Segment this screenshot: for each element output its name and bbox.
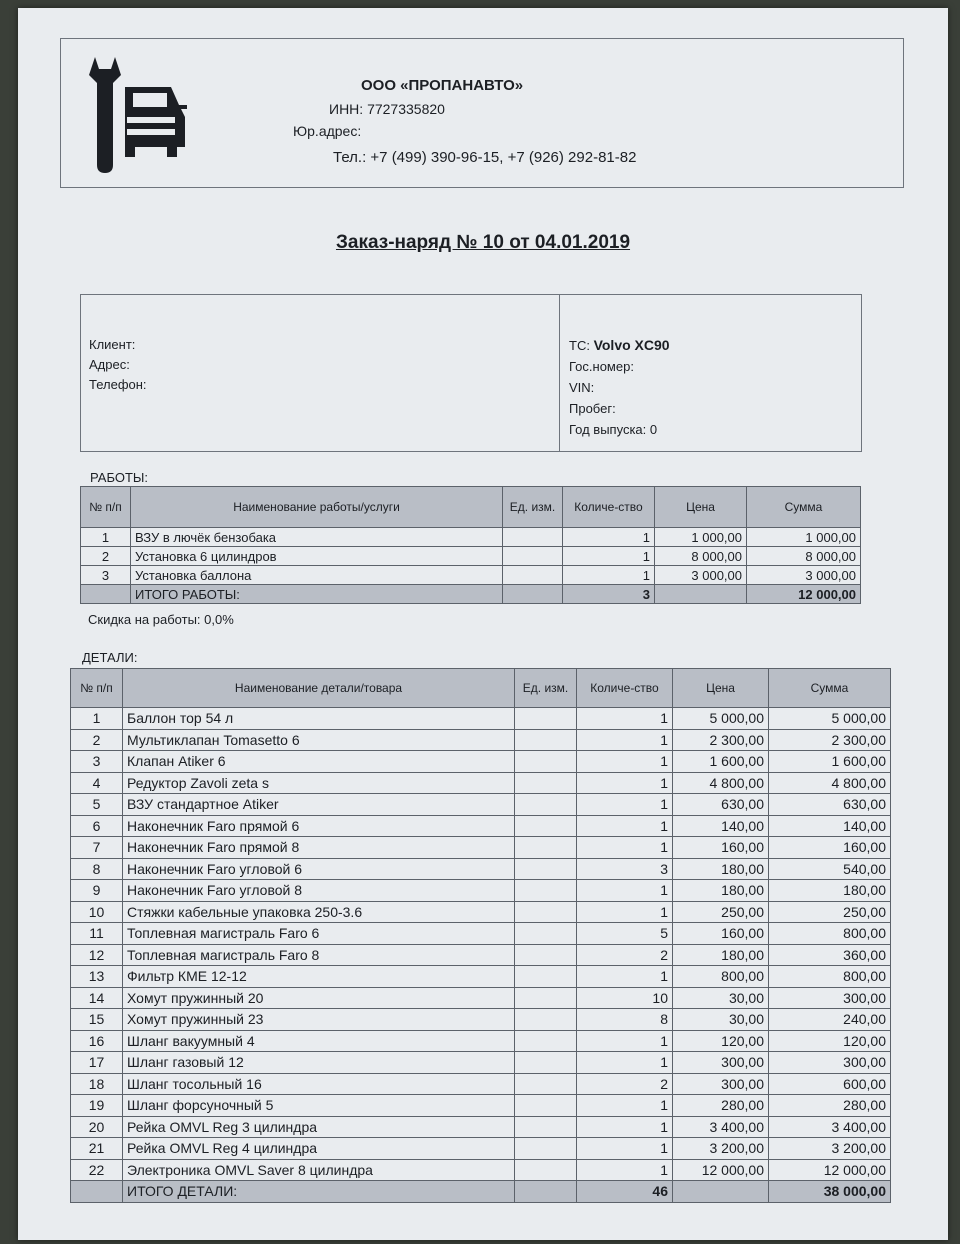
row-number: 21 bbox=[71, 1138, 123, 1160]
table-row bbox=[81, 528, 861, 547]
row-price: 8 000,00 bbox=[655, 547, 747, 566]
vehicle-year-label: Год выпуска: bbox=[569, 422, 647, 437]
row-unit bbox=[515, 1116, 577, 1138]
row-sum: 800,00 bbox=[769, 923, 891, 945]
parts-col-number: № п/п bbox=[71, 669, 123, 708]
row-qty: 1 bbox=[563, 528, 655, 547]
row-number: 16 bbox=[71, 1030, 123, 1052]
row-price: 5 000,00 bbox=[673, 708, 769, 730]
works-col-sum: Сумма bbox=[747, 487, 861, 528]
row-sum: 300,00 bbox=[769, 1052, 891, 1074]
total-spacer bbox=[71, 1181, 123, 1203]
table-row bbox=[71, 1030, 891, 1052]
row-unit bbox=[503, 566, 563, 585]
row-sum: 1 000,00 bbox=[747, 528, 861, 547]
total-label: ИТОГО ДЕТАЛИ: bbox=[123, 1181, 515, 1203]
row-price: 30,00 bbox=[673, 1009, 769, 1031]
row-number: 5 bbox=[71, 794, 123, 816]
client-info bbox=[89, 335, 147, 395]
row-qty: 1 bbox=[577, 1095, 673, 1117]
row-qty: 1 bbox=[577, 1138, 673, 1160]
document-page bbox=[18, 8, 948, 1240]
vehicle-plate-label: Гос.номер: bbox=[569, 359, 634, 374]
table-row bbox=[71, 729, 891, 751]
row-name: Мультиклапан Tomasetto 6 bbox=[123, 729, 515, 751]
row-qty: 2 bbox=[577, 1073, 673, 1095]
row-qty: 10 bbox=[577, 987, 673, 1009]
row-unit bbox=[515, 966, 577, 988]
row-name: Наконечник Faro прямой 8 bbox=[123, 837, 515, 859]
row-number: 4 bbox=[71, 772, 123, 794]
total-sum: 12 000,00 bbox=[747, 585, 861, 604]
parts-col-unit: Ед. изм. bbox=[515, 669, 577, 708]
row-unit bbox=[515, 901, 577, 923]
row-number: 15 bbox=[71, 1009, 123, 1031]
row-price: 3 400,00 bbox=[673, 1116, 769, 1138]
row-sum: 180,00 bbox=[769, 880, 891, 902]
row-price: 120,00 bbox=[673, 1030, 769, 1052]
works-header-row bbox=[81, 487, 861, 528]
total-label: ИТОГО РАБОТЫ: bbox=[131, 585, 503, 604]
row-number: 20 bbox=[71, 1116, 123, 1138]
car-wrench-logo-icon bbox=[75, 47, 195, 177]
row-number: 22 bbox=[71, 1159, 123, 1181]
row-price: 180,00 bbox=[673, 944, 769, 966]
row-name: Фильтр КМЕ 12-12 bbox=[123, 966, 515, 988]
company-address-label: Юр.адрес: bbox=[293, 123, 362, 139]
row-name: Наконечник Faro прямой 6 bbox=[123, 815, 515, 837]
works-col-number: № п/п bbox=[81, 487, 131, 528]
table-row bbox=[71, 880, 891, 902]
total-unit bbox=[503, 585, 563, 604]
row-name: Шланг тосольный 16 bbox=[123, 1073, 515, 1095]
row-unit bbox=[515, 729, 577, 751]
row-unit bbox=[515, 772, 577, 794]
row-number: 8 bbox=[71, 858, 123, 880]
table-row bbox=[71, 1116, 891, 1138]
row-name: Шланг газовый 12 bbox=[123, 1052, 515, 1074]
table-row bbox=[71, 1159, 891, 1181]
row-sum: 280,00 bbox=[769, 1095, 891, 1117]
row-sum: 5 000,00 bbox=[769, 708, 891, 730]
total-sum: 38 000,00 bbox=[769, 1181, 891, 1203]
row-number: 3 bbox=[71, 751, 123, 773]
total-price bbox=[655, 585, 747, 604]
row-name: Хомут пружинный 23 bbox=[123, 1009, 515, 1031]
row-name: Шланг форсуночный 5 bbox=[123, 1095, 515, 1117]
table-row bbox=[71, 1073, 891, 1095]
row-number: 17 bbox=[71, 1052, 123, 1074]
row-price: 300,00 bbox=[673, 1073, 769, 1095]
parts-table bbox=[70, 668, 891, 1203]
works-col-price: Цена bbox=[655, 487, 747, 528]
divider bbox=[559, 295, 560, 451]
works-discount: Скидка на работы: 0,0% bbox=[88, 612, 234, 627]
row-number: 18 bbox=[71, 1073, 123, 1095]
row-qty: 2 bbox=[577, 944, 673, 966]
row-number: 2 bbox=[71, 729, 123, 751]
row-name: Баллон тор 54 л bbox=[123, 708, 515, 730]
total-qty: 46 bbox=[577, 1181, 673, 1203]
row-price: 2 300,00 bbox=[673, 729, 769, 751]
row-price: 250,00 bbox=[673, 901, 769, 923]
row-qty: 1 bbox=[577, 837, 673, 859]
table-row bbox=[71, 987, 891, 1009]
row-number: 19 bbox=[71, 1095, 123, 1117]
row-unit bbox=[515, 1095, 577, 1117]
row-name: Наконечник Faro угловой 8 bbox=[123, 880, 515, 902]
row-qty: 1 bbox=[563, 547, 655, 566]
company-phone: Тел.: +7 (499) 390-96-15, +7 (926) 292-81-82 bbox=[333, 149, 637, 166]
row-price: 800,00 bbox=[673, 966, 769, 988]
row-qty: 1 bbox=[563, 566, 655, 585]
row-qty: 1 bbox=[577, 1030, 673, 1052]
row-price: 630,00 bbox=[673, 794, 769, 816]
row-price: 1 600,00 bbox=[673, 751, 769, 773]
parts-section-label: ДЕТАЛИ: bbox=[82, 650, 138, 665]
table-row bbox=[71, 901, 891, 923]
row-qty: 1 bbox=[577, 1052, 673, 1074]
parts-col-name: Наименование детали/товара bbox=[123, 669, 515, 708]
row-sum: 600,00 bbox=[769, 1073, 891, 1095]
row-number: 3 bbox=[81, 566, 131, 585]
row-name: ВЗУ в лючёк бензобака bbox=[131, 528, 503, 547]
company-header bbox=[60, 38, 904, 188]
row-sum: 360,00 bbox=[769, 944, 891, 966]
row-name: Стяжки кабельные упаковка 250-3.6 bbox=[123, 901, 515, 923]
row-unit bbox=[503, 547, 563, 566]
row-price: 140,00 bbox=[673, 815, 769, 837]
row-unit bbox=[515, 1030, 577, 1052]
row-qty: 1 bbox=[577, 880, 673, 902]
table-row bbox=[71, 923, 891, 945]
row-price: 12 000,00 bbox=[673, 1159, 769, 1181]
row-sum: 3 000,00 bbox=[747, 566, 861, 585]
vehicle-info bbox=[569, 335, 670, 440]
row-price: 160,00 bbox=[673, 837, 769, 859]
row-price: 280,00 bbox=[673, 1095, 769, 1117]
total-price bbox=[673, 1181, 769, 1203]
row-qty: 1 bbox=[577, 1116, 673, 1138]
row-name: ВЗУ стандартное Atiker bbox=[123, 794, 515, 816]
row-qty: 5 bbox=[577, 923, 673, 945]
row-name: Редуктор Zavoli zeta s bbox=[123, 772, 515, 794]
row-unit bbox=[515, 751, 577, 773]
table-row bbox=[71, 1009, 891, 1031]
vehicle-mileage-label: Пробег: bbox=[569, 401, 616, 416]
table-row bbox=[81, 566, 861, 585]
row-unit bbox=[515, 794, 577, 816]
row-number: 6 bbox=[71, 815, 123, 837]
table-row bbox=[71, 1138, 891, 1160]
row-sum: 140,00 bbox=[769, 815, 891, 837]
table-row bbox=[71, 815, 891, 837]
page-title: Заказ-наряд № 10 от 04.01.2019 bbox=[335, 232, 631, 253]
client-phone-label: Телефон: bbox=[89, 377, 147, 392]
works-section-label: РАБОТЫ: bbox=[90, 470, 149, 485]
row-price: 30,00 bbox=[673, 987, 769, 1009]
row-unit bbox=[515, 1009, 577, 1031]
row-name: Топлевная магистраль Faro 8 bbox=[123, 944, 515, 966]
row-unit bbox=[515, 880, 577, 902]
row-number: 2 bbox=[81, 547, 131, 566]
parts-col-sum: Сумма bbox=[769, 669, 891, 708]
row-qty: 8 bbox=[577, 1009, 673, 1031]
row-unit bbox=[515, 708, 577, 730]
table-row bbox=[71, 966, 891, 988]
row-sum: 250,00 bbox=[769, 901, 891, 923]
row-unit bbox=[515, 858, 577, 880]
table-row bbox=[71, 708, 891, 730]
row-sum: 8 000,00 bbox=[747, 547, 861, 566]
total-row bbox=[81, 585, 861, 604]
row-unit bbox=[515, 1052, 577, 1074]
row-price: 300,00 bbox=[673, 1052, 769, 1074]
table-row bbox=[71, 1095, 891, 1117]
row-unit bbox=[515, 923, 577, 945]
vehicle-year-value: 0 bbox=[649, 422, 658, 437]
row-sum: 4 800,00 bbox=[769, 772, 891, 794]
works-col-qty: Количе-ство bbox=[563, 487, 655, 528]
parts-header-row bbox=[71, 669, 891, 708]
row-unit bbox=[515, 1138, 577, 1160]
row-sum: 300,00 bbox=[769, 987, 891, 1009]
row-sum: 240,00 bbox=[769, 1009, 891, 1031]
client-vehicle-box bbox=[80, 294, 862, 452]
row-qty: 3 bbox=[577, 858, 673, 880]
row-price: 1 000,00 bbox=[655, 528, 747, 547]
row-qty: 1 bbox=[577, 772, 673, 794]
row-name: Установка 6 цилиндров bbox=[131, 547, 503, 566]
total-row bbox=[71, 1181, 891, 1203]
row-qty: 1 bbox=[577, 729, 673, 751]
company-name: ООО «ПРОПАНАВТО» bbox=[361, 77, 524, 94]
vehicle-year bbox=[569, 419, 670, 440]
table-row bbox=[71, 772, 891, 794]
table-row bbox=[71, 1052, 891, 1074]
parts-col-price: Цена bbox=[673, 669, 769, 708]
row-price: 3 200,00 bbox=[673, 1138, 769, 1160]
row-name: Шланг вакуумный 4 bbox=[123, 1030, 515, 1052]
row-unit bbox=[503, 528, 563, 547]
table-row bbox=[71, 944, 891, 966]
row-name: Наконечник Faro угловой 6 bbox=[123, 858, 515, 880]
row-sum: 800,00 bbox=[769, 966, 891, 988]
row-number: 14 bbox=[71, 987, 123, 1009]
client-address-label: Адрес: bbox=[89, 357, 130, 372]
row-qty: 1 bbox=[577, 708, 673, 730]
row-qty: 1 bbox=[577, 901, 673, 923]
vehicle-tc-label: ТС: bbox=[569, 338, 590, 353]
total-qty: 3 bbox=[563, 585, 655, 604]
row-price: 3 000,00 bbox=[655, 566, 747, 585]
row-unit bbox=[515, 1073, 577, 1095]
row-sum: 1 600,00 bbox=[769, 751, 891, 773]
row-name: Топлевная магистраль Faro 6 bbox=[123, 923, 515, 945]
row-sum: 3 200,00 bbox=[769, 1138, 891, 1160]
row-sum: 2 300,00 bbox=[769, 729, 891, 751]
row-price: 4 800,00 bbox=[673, 772, 769, 794]
row-name: Установка баллона bbox=[131, 566, 503, 585]
row-number: 1 bbox=[71, 708, 123, 730]
row-name: Рейка OMVL Reg 4 цилиндра bbox=[123, 1138, 515, 1160]
row-qty: 1 bbox=[577, 794, 673, 816]
row-price: 180,00 bbox=[673, 880, 769, 902]
row-name: Клапан Atiker 6 bbox=[123, 751, 515, 773]
row-qty: 1 bbox=[577, 751, 673, 773]
row-number: 10 bbox=[71, 901, 123, 923]
table-row bbox=[71, 837, 891, 859]
row-unit bbox=[515, 837, 577, 859]
row-number: 7 bbox=[71, 837, 123, 859]
row-name: Хомут пружинный 20 bbox=[123, 987, 515, 1009]
row-price: 180,00 bbox=[673, 858, 769, 880]
row-sum: 12 000,00 bbox=[769, 1159, 891, 1181]
row-unit bbox=[515, 944, 577, 966]
row-number: 13 bbox=[71, 966, 123, 988]
works-col-name: Наименование работы/услуги bbox=[131, 487, 503, 528]
company-inn: ИНН: 7727335820 bbox=[329, 101, 445, 117]
row-qty: 1 bbox=[577, 815, 673, 837]
row-number: 11 bbox=[71, 923, 123, 945]
table-row bbox=[71, 794, 891, 816]
client-label: Клиент: bbox=[89, 337, 136, 352]
row-name: Электроника OMVL Saver 8 цилиндра bbox=[123, 1159, 515, 1181]
row-qty: 1 bbox=[577, 966, 673, 988]
row-name: Рейка OMVL Reg 3 цилиндра bbox=[123, 1116, 515, 1138]
total-unit bbox=[515, 1181, 577, 1203]
parts-col-qty: Количе-ство bbox=[577, 669, 673, 708]
table-row bbox=[81, 547, 861, 566]
row-number: 1 bbox=[81, 528, 131, 547]
row-qty: 1 bbox=[577, 1159, 673, 1181]
row-unit bbox=[515, 1159, 577, 1181]
row-number: 12 bbox=[71, 944, 123, 966]
total-spacer bbox=[81, 585, 131, 604]
works-col-unit: Ед. изм. bbox=[503, 487, 563, 528]
row-price: 160,00 bbox=[673, 923, 769, 945]
row-sum: 3 400,00 bbox=[769, 1116, 891, 1138]
row-sum: 540,00 bbox=[769, 858, 891, 880]
table-row bbox=[71, 858, 891, 880]
vehicle-vin-label: VIN: bbox=[569, 380, 595, 395]
table-row bbox=[71, 751, 891, 773]
row-sum: 120,00 bbox=[769, 1030, 891, 1052]
works-table bbox=[80, 486, 861, 604]
row-unit bbox=[515, 987, 577, 1009]
row-unit bbox=[515, 815, 577, 837]
vehicle-tc-value: Volvo XC90 bbox=[593, 337, 670, 353]
row-number: 9 bbox=[71, 880, 123, 902]
row-sum: 160,00 bbox=[769, 837, 891, 859]
vehicle-tc bbox=[569, 335, 670, 356]
row-sum: 630,00 bbox=[769, 794, 891, 816]
